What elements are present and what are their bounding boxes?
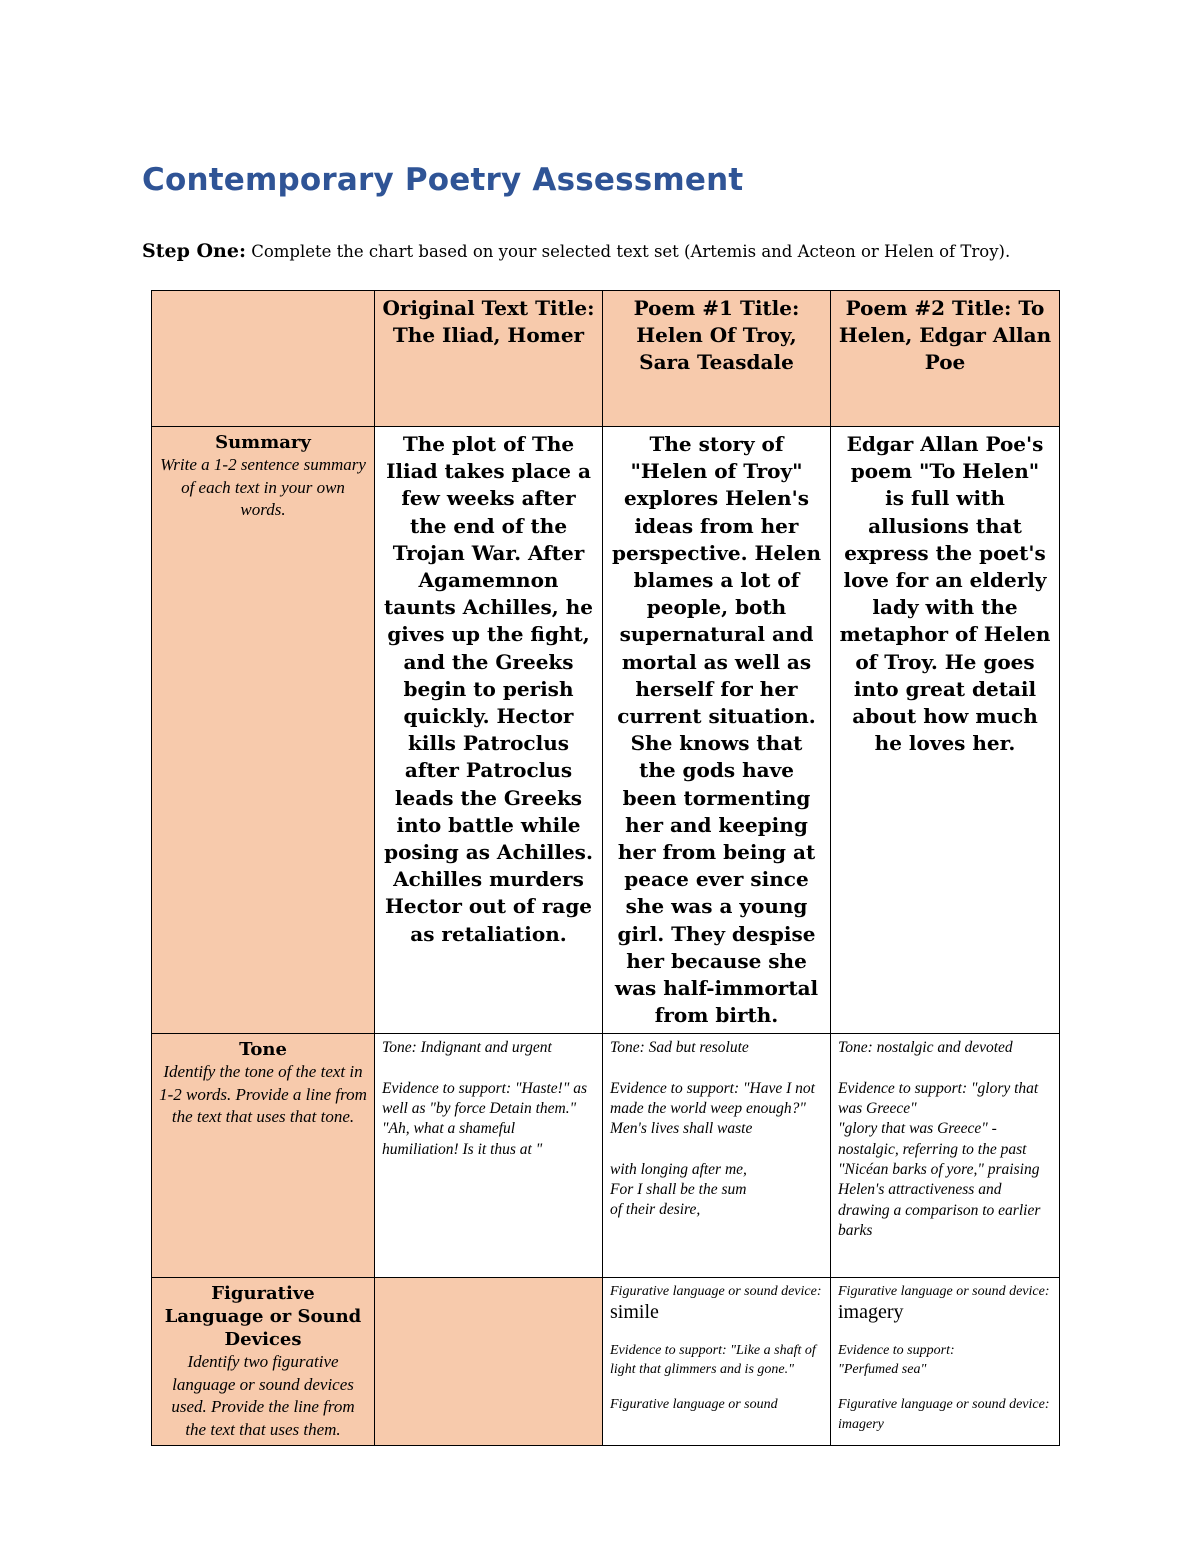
figurative-row: [152, 1278, 1060, 1446]
tone-original: [375, 1034, 603, 1278]
figurative-poem2-device-2: Figurative language or sound device: imagery: [838, 1397, 1050, 1433]
summary-label: Summary: [215, 432, 311, 453]
figurative-poem2-evidence-label: Evidence to support:: [838, 1343, 955, 1359]
tone-poem2-evidence: Evidence to support: "glory that was Greece": [838, 1079, 1039, 1118]
figurative-label-cell: [152, 1278, 375, 1446]
figurative-poem1-device: [610, 1282, 823, 1325]
figurative-poem1-device-2: Figurative language or sound: [610, 1397, 778, 1413]
header-poem-2: Poem #2 Title: To Helen, Edgar Allan Poe: [831, 291, 1060, 427]
figurative-poem2-device-label: Figurative language or sound device:: [838, 1284, 1050, 1300]
figurative-label: Figurative Language or Sound Devices: [164, 1283, 362, 1351]
figurative-poem2-device-value: imagery: [838, 1301, 904, 1324]
tone-poem1-evidence-line-1: with longing after me,: [610, 1160, 747, 1178]
tone-label-cell: [152, 1034, 375, 1278]
summary-poem-1: The story of "Helen of Troy" explores Helen's ideas from her perspective. Helen blames a lot of people, both supernatural and mortal as well as herself for her current situation. She knows that the gods have been tormenting her and keeping her from being at peace ever since she was a young girl. They despise her because she was half-immortal from birth.: [603, 427, 831, 1034]
tone-poem1-evidence-line-2: For I shall be the sum: [610, 1180, 747, 1198]
figurative-poem-1: [603, 1278, 831, 1446]
header-poem-1: Poem #1 Title: Helen Of Troy, Sara Teasdale: [603, 291, 831, 427]
summary-row: [152, 427, 1060, 1034]
step-label: Step One:: [142, 240, 246, 262]
figurative-description: Identify two figurative language or sound devices used. Provide the line from the text that uses them.: [171, 1352, 355, 1439]
assessment-chart: [151, 290, 1060, 1446]
tone-poem1-tone: Tone: Sad but resolute: [610, 1039, 749, 1057]
step-one-instruction: [142, 240, 1010, 262]
figurative-poem-2: [831, 1278, 1060, 1446]
figurative-poem1-evidence: Evidence to support: "Like a shaft of light that glimmers and is gone.": [610, 1343, 816, 1378]
figurative-original-empty: [375, 1278, 603, 1446]
tone-poem-2: [831, 1034, 1060, 1278]
summary-poem-2: Edgar Allan Poe's poem "To Helen" is full with allusions that express the poet's love for an elderly lady with the metaphor of Helen of Troy. He goes into great detail about how much he loves her.: [831, 427, 1060, 1034]
summary-label-cell: [152, 427, 375, 1034]
tone-poem2-tone: Tone: nostalgic and devoted: [838, 1039, 1013, 1057]
step-text: Complete the chart based on your selected text set (Artemis and Acteon or Helen of Troy).: [251, 242, 1011, 261]
header-row: [152, 291, 1060, 427]
figurative-poem1-device-label: Figurative language or sound device:: [610, 1284, 822, 1300]
header-original-text: Original Text Title: The Iliad, Homer: [375, 291, 603, 427]
tone-original-tone: Tone: Indignant and urgent: [382, 1039, 552, 1057]
tone-poem1-evidence-line-3: of their desire,: [610, 1201, 701, 1219]
summary-description: Write a 1-2 sentence summary of each text in your own words.: [160, 455, 366, 519]
figurative-poem1-device-value: simile: [610, 1301, 659, 1324]
header-empty: [152, 291, 375, 427]
page-title: Contemporary Poetry Assessment: [142, 162, 744, 198]
tone-poem2-note-2: "Nicéan barks of yore," praising Helen's attractiveness and drawing a comparison to earlier barks: [838, 1160, 1041, 1239]
tone-poem1-evidence: Evidence to support: "Have I not made the world weep enough?" Men's lives shall waste: [610, 1079, 815, 1138]
tone-original-evidence: Evidence to support: "Haste!" as well as "by force Detain them." "Ah, what a shameful humiliation! Is it thus at ": [382, 1079, 588, 1158]
tone-poem-1: [603, 1034, 831, 1278]
tone-poem2-note-1: "glory that was Greece" - nostalgic, referring to the past: [838, 1120, 1027, 1158]
tone-label: Tone: [239, 1039, 287, 1061]
summary-original: The plot of The Iliad takes place a few weeks after the end of the Trojan War. After Agamemnon taunts Achilles, he gives up the fight, and the Greeks begin to perish quickly. Hector kills Patroclus after Patroclus leads the Greeks into battle while posing as Achilles. Achilles murders Hector out of rage as retaliation.: [375, 427, 603, 1034]
tone-description: Identify the tone of the text in 1-2 words. Provide a line from the text that uses that tone.: [159, 1062, 367, 1127]
figurative-poem2-evidence-quote: "Perfumed sea": [838, 1362, 927, 1378]
figurative-poem2-device: [838, 1282, 1052, 1325]
tone-row: [152, 1034, 1060, 1278]
